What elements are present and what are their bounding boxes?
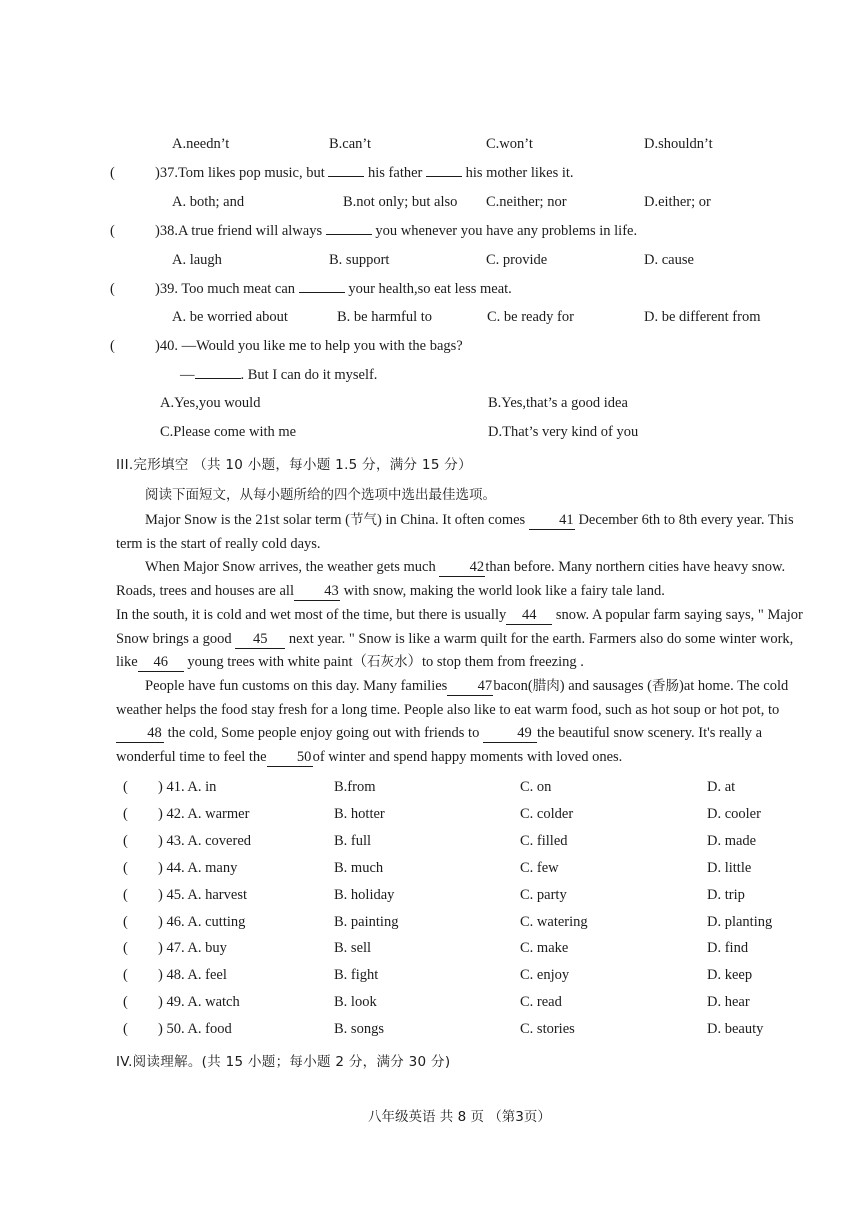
option-d: D. keep	[707, 967, 753, 983]
cloze-option-row	[0, 803, 867, 825]
option-a: ) 41. A. in	[158, 779, 217, 795]
option-a: A. both; and	[172, 194, 245, 210]
footer-text: 八年级英语 共 8 页 （第3页）	[368, 1109, 551, 1125]
option-c: C. colder	[520, 806, 574, 822]
reply-dash: —	[180, 367, 195, 383]
option-c: C. read	[520, 994, 562, 1010]
option-b: B. look	[334, 994, 377, 1010]
stem-text: his mother likes it.	[462, 165, 574, 181]
cloze-option-row	[0, 937, 867, 959]
answer-paren: (	[123, 806, 128, 822]
option-b: B. painting	[334, 914, 399, 930]
option-b: B. fight	[334, 967, 379, 983]
answer-blank	[299, 278, 345, 293]
option-b: B. hotter	[334, 806, 385, 822]
answer-blank	[326, 220, 372, 235]
answer-paren: (	[110, 281, 115, 297]
answer-paren: (	[123, 1021, 128, 1037]
passage-paragraph: Major Snow is the 21st solar term (节气) in China. It often comes 41 December 6th to 8th every year. This term is the start of really cold days.	[116, 512, 794, 552]
passage-paragraph: In the south, it is cold and wet most of the time, but there is usually 44 snow. A popular farm saying says, " Major Snow brings a good 45 next year. " Snow is like a warm quilt for the earth. Farmers also do some winter work, like 46 young trees with white paint（石灰水）to stop them from freezing .	[116, 606, 803, 671]
option-b: B. full	[334, 833, 372, 849]
stem-text: his father	[364, 165, 426, 181]
option-d: D. little	[707, 860, 752, 876]
option-a: ) 48. A. feel	[158, 967, 227, 983]
option-a: ) 44. A. many	[158, 860, 238, 876]
option-a: ) 47. A. buy	[158, 940, 227, 956]
option-b: B. holiday	[334, 887, 395, 903]
option-d: D.That’s very kind of you	[488, 424, 639, 440]
question-37	[0, 162, 867, 184]
question-stem	[155, 278, 512, 300]
option-a: ) 49. A. watch	[158, 994, 240, 1010]
question-stem	[155, 162, 574, 184]
page-footer	[0, 1106, 867, 1128]
cloze-option-row	[0, 776, 867, 798]
option-c: C.neither; nor	[486, 194, 567, 210]
cloze-option-row	[0, 911, 867, 933]
reply-text	[180, 364, 377, 386]
option-a: A. laugh	[172, 252, 222, 268]
option-a: ) 45. A. harvest	[158, 887, 247, 903]
option-a: ) 43. A. covered	[158, 833, 252, 849]
q40-options-row1	[0, 392, 867, 414]
section-3-heading	[0, 454, 867, 476]
option-c: C. watering	[520, 914, 588, 930]
question-40	[0, 335, 867, 357]
cloze-blank: 41	[529, 511, 575, 530]
cloze-option-row	[0, 991, 867, 1013]
option-d: D. be different from	[644, 309, 761, 325]
option-c: C. be ready for	[487, 309, 574, 325]
option-c: C. enjoy	[520, 967, 570, 983]
answer-blank	[426, 162, 462, 177]
answer-paren: (	[110, 338, 115, 354]
option-b: B. much	[334, 860, 384, 876]
option-a: A.needn’t	[172, 136, 230, 152]
option-d: D. hear	[707, 994, 750, 1010]
instruction-text: 阅读下面短文，从每小题所给的四个选项中选出最佳选项。	[145, 487, 496, 503]
answer-paren: (	[123, 994, 128, 1010]
answer-paren: (	[123, 940, 128, 956]
option-d: D.either; or	[644, 194, 711, 210]
stem-text: your health,so eat less meat.	[344, 281, 512, 297]
option-b: B.not only; but also	[343, 194, 458, 210]
option-c: C. few	[520, 860, 559, 876]
option-d: D. find	[707, 940, 749, 956]
heading-text: III.完形填空 （共 10 小题，每小题 1.5 分，满分 15 分）	[116, 457, 472, 473]
stem-text: )39. Too much meat can	[155, 281, 299, 297]
option-a: ) 46. A. cutting	[158, 914, 246, 930]
option-c: C. stories	[520, 1021, 575, 1037]
answer-paren: (	[123, 887, 128, 903]
option-b: B. sell	[334, 940, 372, 956]
question-38	[0, 220, 867, 242]
answer-blank	[328, 162, 364, 177]
cloze-blank: 47	[447, 677, 493, 696]
cloze-blank: 43	[294, 582, 340, 601]
option-c: C. make	[520, 940, 569, 956]
heading-text: IV.阅读理解。(共 15 小题；每小题 2 分，满分 30 分)	[116, 1054, 451, 1070]
cloze-blank: 50	[267, 748, 313, 767]
q40-reply	[0, 364, 867, 386]
option-d: D. at	[707, 779, 736, 795]
option-c: C. provide	[486, 252, 548, 268]
option-b: B.from	[334, 779, 376, 795]
option-c: C. filled	[520, 833, 568, 849]
option-d: D. made	[707, 833, 757, 849]
q38-options	[0, 249, 867, 271]
option-c: C. on	[520, 779, 552, 795]
option-c: C.Please come with me	[160, 424, 297, 440]
option-d: D. trip	[707, 887, 745, 903]
passage-paragraph: When Major Snow arrives, the weather gets much 42than before. Many northern cities have heavy snow. Roads, trees and houses are all 43 with snow, making the world look like a fairy tale land.	[116, 559, 786, 600]
option-b: B. support	[329, 252, 390, 268]
answer-paren: (	[123, 779, 128, 795]
option-c: C. party	[520, 887, 567, 903]
reply-rest: . But I can do it myself.	[240, 367, 378, 383]
cloze-blank: 44	[506, 606, 552, 625]
answer-paren: (	[123, 833, 128, 849]
q39-options	[0, 306, 867, 328]
answer-paren: (	[123, 914, 128, 930]
cloze-blank: 49	[483, 724, 537, 743]
option-d: D.shouldn’t	[644, 136, 713, 152]
cloze-blank: 42	[439, 558, 485, 577]
option-b: B. songs	[334, 1021, 384, 1037]
option-d: D. cause	[644, 252, 694, 268]
cloze-blank: 48	[116, 724, 164, 743]
cloze-passage	[116, 509, 806, 770]
cloze-blank: 46	[138, 653, 184, 672]
cloze-option-row	[0, 1018, 867, 1040]
answer-paren: (	[123, 967, 128, 983]
cloze-option-row	[0, 884, 867, 906]
answer-paren: (	[110, 223, 115, 239]
answer-paren: (	[110, 165, 115, 181]
option-d: D. beauty	[707, 1021, 764, 1037]
passage-paragraph: People have fun customs on this day. Many families 47bacon(腊肉) and sausages (香肠)at home. The cold weather helps the food stay fresh for a long time. People also like to eat warm food, such as hot soup or hot pot, to 48 the cold, Some people enjoy going out with friends to 49 the beautiful snow scenery. It's really a wonderful time to feel the 50of winter and spend happy moments with loved ones.	[116, 677, 789, 766]
section-3-instruction	[0, 484, 867, 506]
section-4-heading	[0, 1051, 867, 1073]
answer-blank	[195, 364, 241, 379]
cloze-option-row	[0, 964, 867, 986]
option-a: ) 50. A. food	[158, 1021, 232, 1037]
q37-options	[0, 191, 867, 213]
cloze-option-row	[0, 830, 867, 852]
q36-options	[0, 133, 867, 155]
q40-options-row2	[0, 421, 867, 443]
option-a: ) 42. A. warmer	[158, 806, 250, 822]
option-d: D. cooler	[707, 806, 761, 822]
option-b: B. be harmful to	[337, 309, 433, 325]
option-c: C.won’t	[486, 136, 533, 152]
option-d: D. planting	[707, 914, 773, 930]
answer-paren: (	[123, 860, 128, 876]
question-stem	[155, 220, 637, 242]
question-39	[0, 278, 867, 300]
question-stem: )40. —Would you like me to help you with the bags?	[155, 338, 463, 354]
stem-text: you whenever you have any problems in life.	[371, 223, 638, 239]
option-b: B.Yes,that’s a good idea	[488, 395, 628, 411]
option-a: A.Yes,you would	[160, 395, 261, 411]
cloze-blank: 45	[235, 630, 285, 649]
option-b: B.can’t	[329, 136, 372, 152]
stem-text: )38.A true friend will always	[155, 223, 326, 239]
stem-text: )37.Tom likes pop music, but	[155, 165, 329, 181]
option-a: A. be worried about	[172, 309, 288, 325]
cloze-option-row	[0, 857, 867, 879]
